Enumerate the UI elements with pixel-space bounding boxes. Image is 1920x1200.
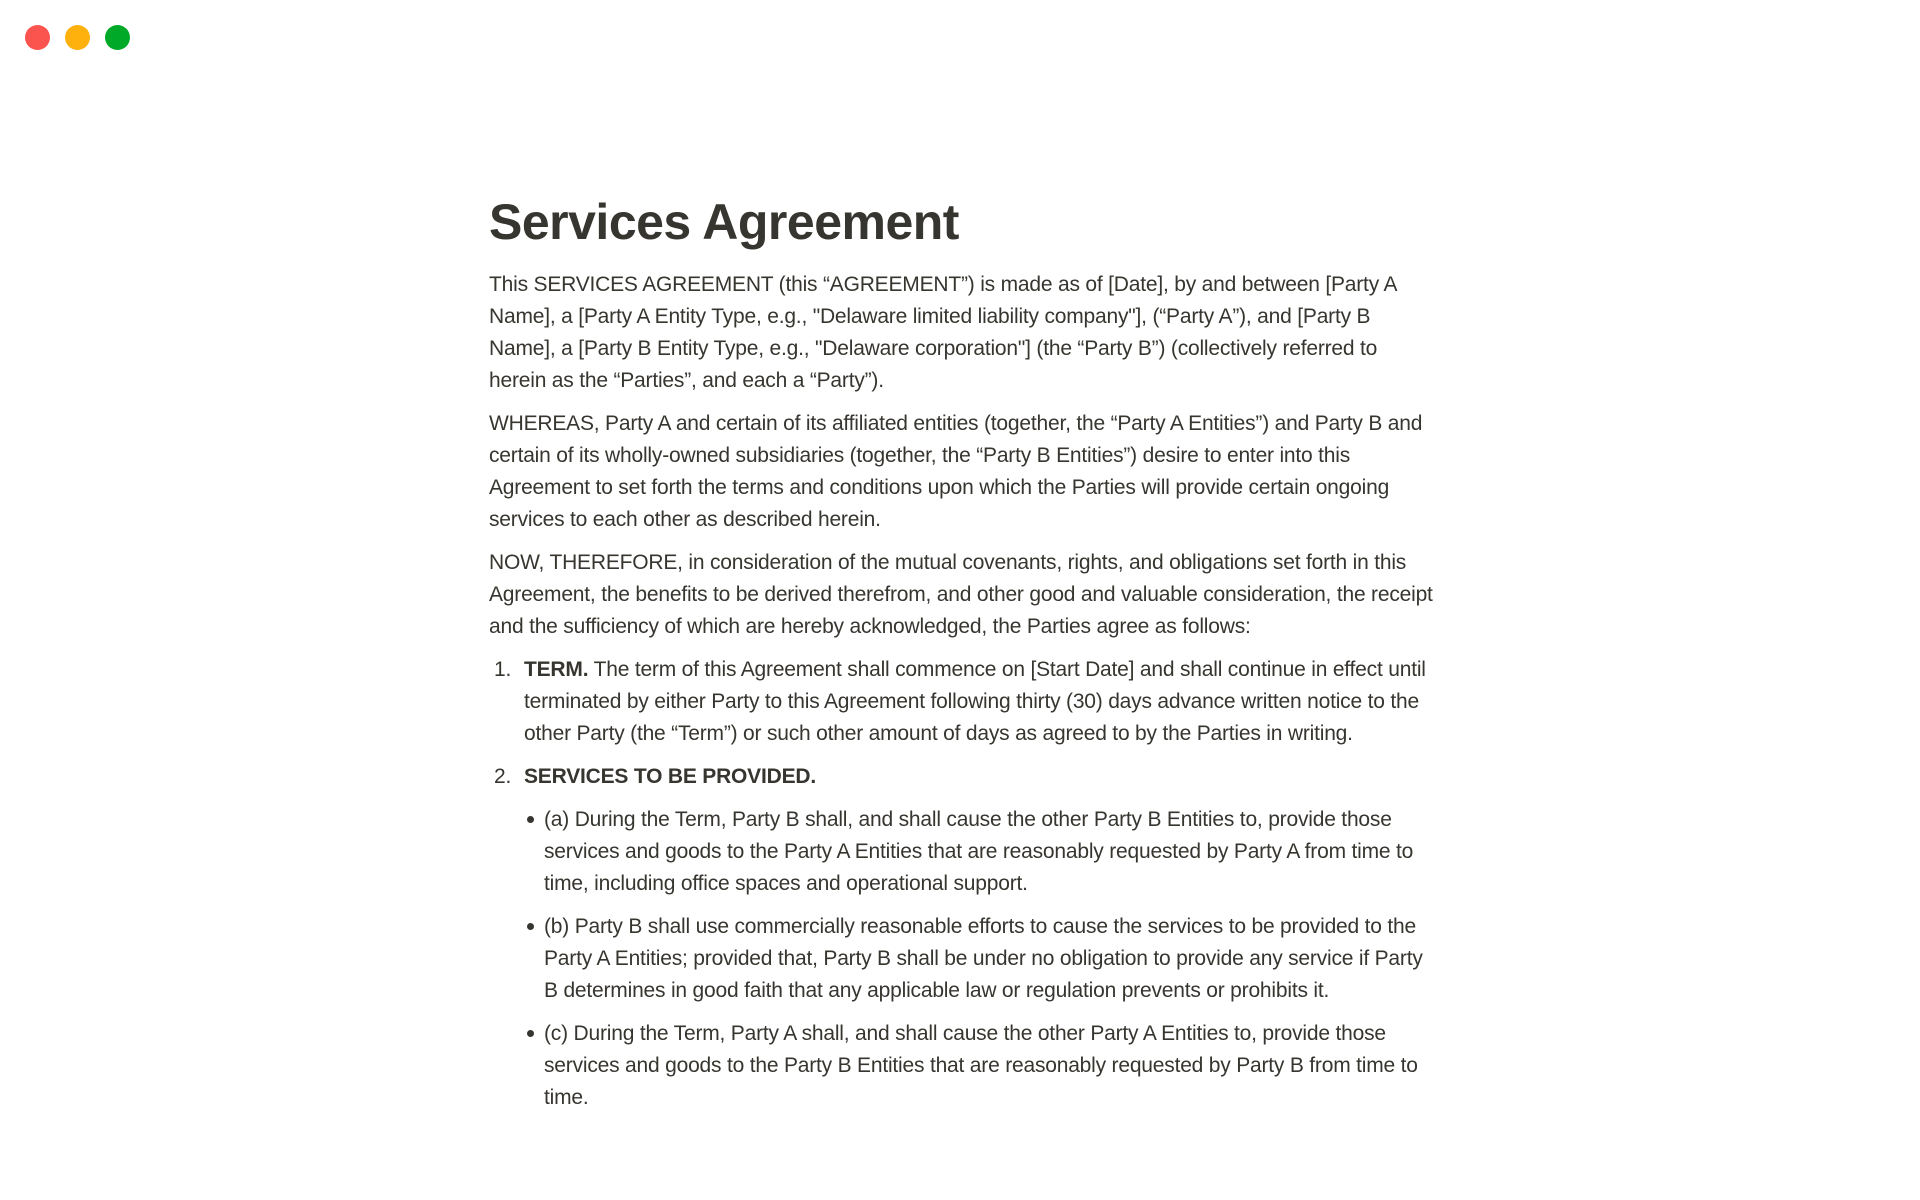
bullet-icon (524, 804, 544, 900)
numbered-list-item-term[interactable] (489, 654, 1439, 750)
document-canvas (489, 0, 1439, 1114)
bullet-icon (524, 1018, 544, 1114)
bulleted-list-item-c[interactable] (524, 1018, 1439, 1114)
paragraph-block-now-therefore[interactable]: NOW, THEREFORE, in consideration of the mutual covenants, rights, and obligations set forth in this Agreement, the benefits to be derived therefrom, and other good and valuable consideration, the receipt and the sufficiency of which are hereby acknowledged, the Parties agree as follows: (489, 551, 1433, 638)
fullscreen-button[interactable] (105, 25, 130, 50)
list-item-body-text: The term of this Agreement shall commence on [Start Date] and shall continue in effect until terminated by either Party to this Agreement following thirty (30) days advance written notice to the other Party (the “Term”) or such other amount of days as agreed to by the Parties in writing. (524, 658, 1426, 745)
list-item-bold-lead: SERVICES TO BE PROVIDED. (524, 765, 816, 788)
window-controls (25, 25, 130, 50)
list-item-text (524, 654, 1439, 750)
minimize-button[interactable] (65, 25, 90, 50)
list-item-bold-lead: TERM. (524, 658, 589, 681)
bullet-icon (524, 911, 544, 1007)
list-number: 1. (494, 658, 512, 681)
list-item-text (524, 761, 1439, 793)
paragraph-block-preamble[interactable]: This SERVICES AGREEMENT (this “AGREEMENT”) is made as of [Date], by and between [Party A Name], a [Party A Entity Type, e.g., "Delaware limited liability company"], (“Party A”), and [Party B Name], a [Party B Entity Type, e.g., "Delaware corporation"] (the “Party B”) (collectively referred to herein as the “Parties”, and each a “Party”). (489, 273, 1397, 392)
bulleted-list-item-b[interactable] (524, 911, 1439, 1007)
bullet-item-text: (c) During the Term, Party A shall, and shall cause the other Party A Entities to, provide those services and goods to the Party B Entities that are reasonably requested by Party B from time to time. (544, 1022, 1418, 1109)
numbered-list-item-services[interactable] (489, 761, 1439, 793)
bullet-item-text: (b) Party B shall use commercially reasonable efforts to cause the services to be provided to the Party A Entities; provided that, Party B shall be under no obligation to provide any service if Party B determines in good faith that any applicable law or regulation prevents or prohibits it. (544, 915, 1423, 1002)
bulleted-list-item-a[interactable] (524, 804, 1439, 900)
bullet-item-text: (a) During the Term, Party B shall, and shall cause the other Party B Entities to, provide those services and goods to the Party A Entities that are reasonably requested by Party A from time to time, including office spaces and operational support. (544, 808, 1414, 895)
paragraph-block-whereas[interactable]: WHEREAS, Party A and certain of its affiliated entities (together, the “Party A Entities”) and Party B and certain of its wholly-owned subsidiaries (together, the “Party B Entities”) desire to enter into this Agreement to set forth the terms and conditions upon which the Parties will provide certain ongoing services to each other as described herein. (489, 412, 1423, 531)
list-number: 2. (494, 765, 512, 788)
page-title[interactable]: Services Agreement (489, 194, 959, 250)
close-button[interactable] (25, 25, 50, 50)
